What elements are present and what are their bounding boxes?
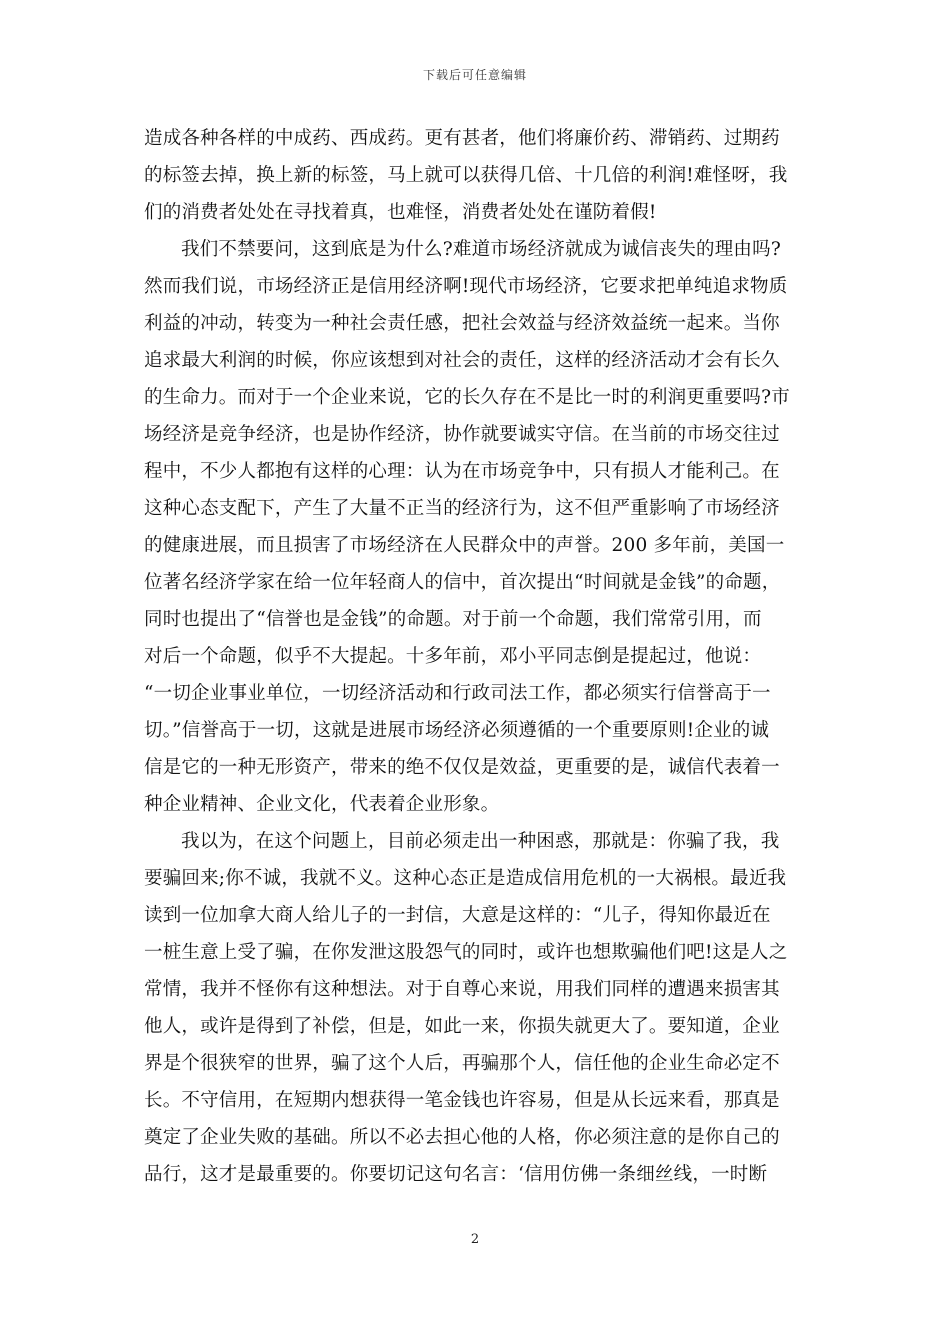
text-line: 对后一个命题，似乎不大提起。十多年前，邓小平同志倒是提起过，他说： (144, 646, 762, 667)
text-line: 同时也提出了“信誉也是金钱”的命题。对于前一个命题，我们常常引用，而 (144, 609, 762, 630)
text-line: 种企业精神、企业文化，代表着企业形象。 (144, 794, 500, 815)
text-line: 的标签去掉，换上新的标签，马上就可以获得几倍、十几倍的利润!难怪呀，我 (144, 165, 788, 186)
paragraph-start-line: 我们不禁要问，这到底是为什么?难道市场经济就成为诚信丧失的理由吗? (181, 239, 781, 260)
document-body (144, 120, 808, 1193)
text-line: 读到一位加拿大商人给儿子的一封信，大意是这样的：“儿子，得知你最近在 (144, 905, 771, 926)
paragraph-start-line: 我以为，在这个问题上，目前必须走出一种困惑，那就是：你骗了我，我 (181, 831, 780, 852)
text-line: 程中，不少人都抱有这样的心理：认为在市场竞争中，只有损人才能利己。在 (144, 461, 780, 482)
text-line: 追求最大利润的时候，你应该想到对社会的责任，这样的经济活动才会有长久 (144, 350, 780, 371)
page-number: 2 (470, 1232, 480, 1247)
text-line: 的健康进展，而且损害了市场经济在人民群众中的声誉。200 多年前，美国一 (144, 535, 785, 556)
text-line: 他人，或许是得到了补偿，但是，如此一来，你损失就更大了。要知道，企业 (144, 1016, 780, 1037)
text-line: 切。”信誉高于一切，这就是进展市场经济必须遵循的一个重要原则!企业的诚 (144, 720, 770, 741)
text-line: 一桩生意上受了骗，在你发泄这股怨气的同时，或许也想欺骗他们吧!这是人之 (144, 942, 788, 963)
text-line: 然而我们说，市场经济正是信用经济啊!现代市场经济，它要求把单纯追求物质 (144, 276, 788, 297)
text-line: “一切企业事业单位，一切经济活动和行政司法工作，都必须实行信誉高于一 (144, 683, 771, 704)
text-line: 们的消费者处处在寻找着真，也难怪，消费者处处在谨防着假! (144, 202, 657, 223)
text-line: 的生命力。而对于一个企业来说，它的长久存在不是比一时的利润更重要吗?市 (144, 387, 790, 408)
text-line: 造成各种各样的中成药、西成药。更有甚者，他们将廉价药、滞销药、过期药 (144, 128, 780, 149)
text-line: 这种心态支配下，产生了大量不正当的经济行为，这不但严重影响了市场经济 (144, 498, 780, 519)
text-line: 场经济是竞争经济，也是协作经济，协作就要诚实守信。在当前的市场交往过 (144, 424, 780, 445)
text-line: 长。不守信用，在短期内想获得一笔金钱也许容易，但是从长远来看，那真是 (144, 1090, 780, 1111)
text-line: 界是个很狭窄的世界，骗了这个人后，再骗那个人，信任他的企业生命必定不 (144, 1053, 780, 1074)
text-line: 位著名经济学家在给一位年轻商人的信中，首次提出“时间就是金钱”的命题， (144, 572, 781, 593)
text-line: 信是它的一种无形资产，带来的绝不仅仅是效益，更重要的是，诚信代表着一 (144, 757, 780, 778)
text-line: 品行，这才是最重要的。你要切记这句名言：‘信用仿佛一条细丝线，一时断 (144, 1164, 768, 1185)
text-line: 要骗回来;你不诚，我就不义。这种心态正是造成信用危机的一大祸根。最近我 (144, 868, 787, 889)
text-line: 利益的冲动，转变为一种社会责任感，把社会效益与经济效益统一起来。当你 (144, 313, 780, 334)
text-line: 奠定了企业失败的基础。所以不必去担心他的人格，你必须注意的是你自己的 (144, 1127, 780, 1148)
page-header: 下载后可任意编辑 (422, 68, 527, 82)
text-line: 常情，我并不怪你有这种想法。对于自尊心来说，用我们同样的遭遇来损害其 (144, 979, 780, 1000)
